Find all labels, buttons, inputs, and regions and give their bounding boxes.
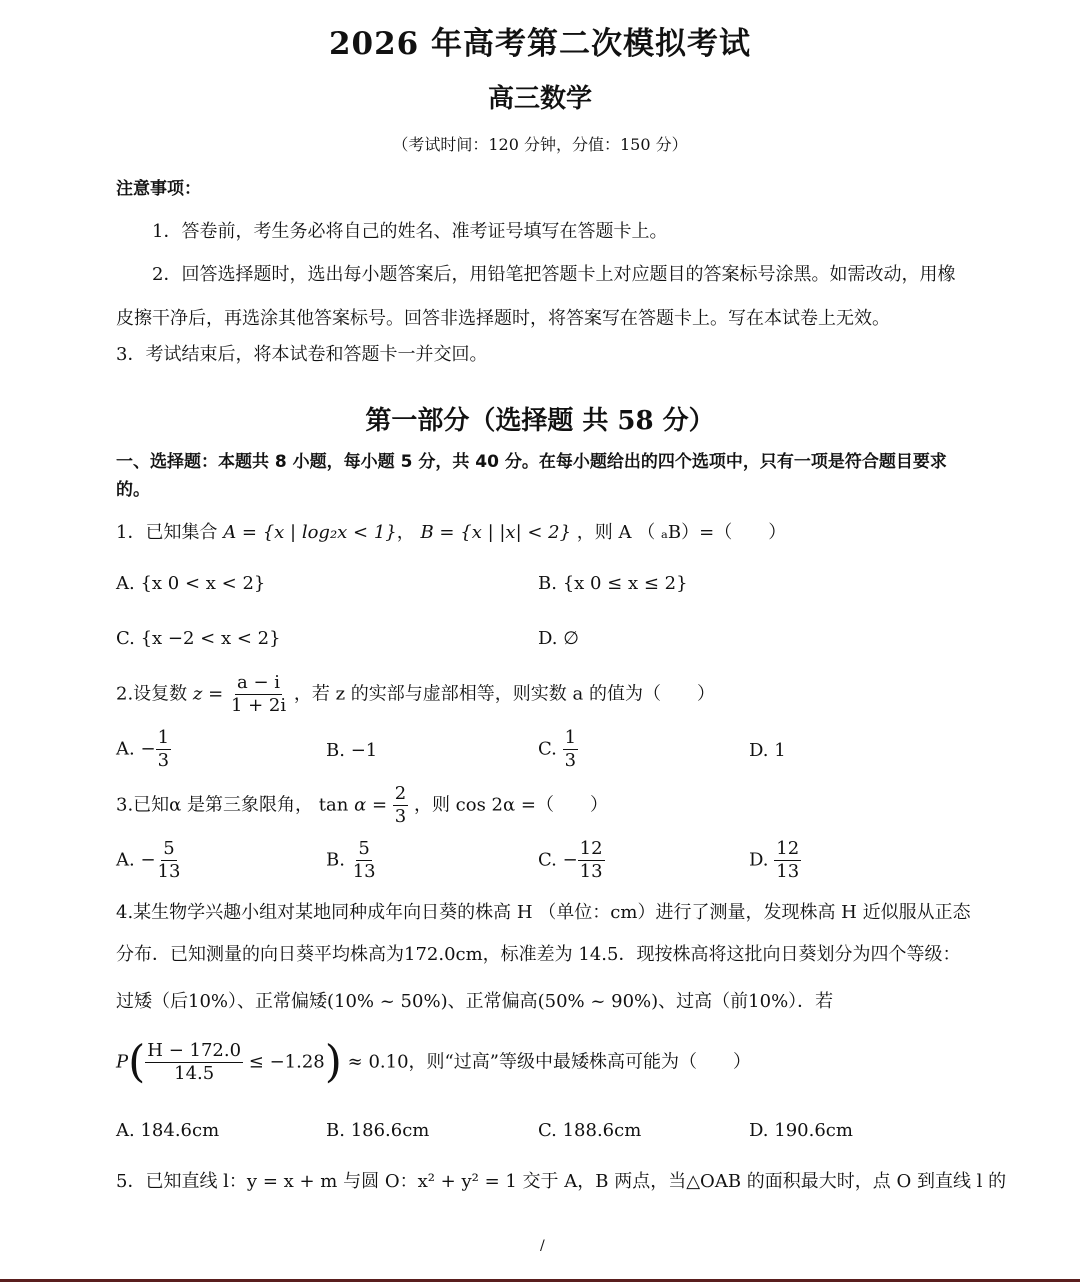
option-label: B.	[326, 1120, 345, 1141]
option-label: B.	[326, 849, 345, 871]
q4-fraction	[145, 1040, 243, 1085]
option-label: B.	[538, 573, 557, 594]
q2-fraction	[229, 672, 288, 717]
q3-numerator: 2	[394, 783, 407, 804]
q2-option-d	[749, 740, 786, 761]
q2-prefix: 2.设复数	[116, 683, 188, 705]
option-label: D.	[749, 740, 769, 761]
notice-item-2: 2．回答选择题时，选出每小题答案后，用铅笔把答题卡上对应题目的答案标号涂黑。如需改动，用橡	[152, 264, 956, 285]
q1-set-a: A = {x | log₂x < 1}	[223, 522, 397, 543]
question-4-line-2: 分布．已知测量的向日葵平均株高为172.0cm，标准差为 14.5．现按株高将这批向日葵划分为四个等级：	[116, 944, 961, 965]
q1-option-d	[538, 628, 579, 649]
exam-title: 2026 年高考第二次模拟考试	[328, 26, 752, 62]
q1-option-a	[116, 573, 265, 594]
q4-approx: ≈ 0.10，则“过高”等级中最矮株高可能为（ ）	[347, 1051, 751, 1073]
option-text: −1	[350, 740, 378, 761]
option-num: 1	[157, 727, 170, 748]
notice-item-3: 3．考试结束后，将本试卷和答题卡一并交回。	[116, 344, 488, 365]
exam-subtitle: 高三数学	[487, 84, 592, 114]
q4-option-a	[116, 1120, 219, 1141]
notice-item-1: 1．答卷前，考生务必将自己的姓名、准考证号填写在答题卡上。	[152, 221, 668, 242]
option-den: 13	[157, 861, 181, 882]
option-text: {x 0 < x < 2}	[140, 573, 266, 594]
option-label: A.	[116, 849, 135, 871]
option-den: 13	[352, 861, 376, 882]
q4-option-d	[749, 1120, 853, 1141]
option-label: D.	[538, 628, 558, 649]
q3-option-c: C. − $\frac{12}{13}$	[538, 838, 603, 882]
option-num: 5	[358, 838, 370, 859]
exam-time-info: （考试时间：120 分钟，分值：150 分）	[392, 135, 688, 154]
q3-denominator: 3	[394, 806, 407, 827]
page-number: /	[540, 1238, 545, 1254]
option-text: 190.6cm	[774, 1120, 853, 1141]
q3-prefix: 3.已知α 是第三象限角，	[116, 794, 314, 816]
option-label: A.	[116, 573, 135, 594]
option-label: A.	[116, 1120, 135, 1141]
option-den: 3	[564, 750, 577, 771]
option-den: 13	[776, 861, 800, 882]
option-label: D.	[749, 1120, 769, 1141]
q4-numerator: H − 172.0	[147, 1040, 242, 1061]
q4-option-c	[538, 1120, 641, 1141]
option-label: C.	[538, 849, 557, 871]
option-label: A.	[116, 738, 135, 760]
option-sign: −	[140, 738, 156, 760]
notice-item-2-cont: 皮擦干净后，再选涂其他答案标号。回答非选择题时，将答案写在答题卡上。写在本试卷上无效。	[116, 308, 890, 329]
option-text: {x 0 ≤ x ≤ 2}	[562, 573, 688, 594]
q3-option-d	[749, 838, 801, 883]
option-den: 3	[157, 750, 170, 771]
q2-option-a	[116, 727, 171, 772]
question-1: 1．已知集合 A = {x | log₂x < 1}， B = {x | |x| < 2} ，则 A （ ₐB）=（ ）	[116, 522, 787, 543]
option-num: 5	[163, 838, 175, 859]
q4-inequality: ≤ −1.28	[248, 1051, 325, 1073]
question-4-line-3: 过矮（后10%）、正常偏矮(10% ~ 50%)、正常偏高(50% ~ 90%)、过高（前10%）．若	[116, 991, 834, 1012]
option-text: 184.6cm	[140, 1120, 220, 1141]
q2-option-c	[538, 727, 578, 772]
q3-option-b	[326, 838, 378, 883]
q2-denominator: 1 + 2i	[230, 695, 287, 716]
question-4-probability: P( $\frac{H - 172.0}{14.5}$ ≤ −1.28) ≈ 0.10，则“过高”等级中最矮株高可能为（ ）	[116, 1036, 751, 1088]
q2-tail: ，若 z 的实部与虚部相等，则实数 a 的值为（ ）	[293, 683, 715, 705]
q1-option-c	[116, 628, 281, 649]
q4-option-b	[326, 1120, 429, 1141]
option-text: ∅	[563, 628, 579, 649]
section-intro: 一、选择题：本题共 8 小题，每小题 5 分，共 40 分。在每小题给出的四个选项中，只有一项是符合题目要求的。	[116, 452, 947, 500]
option-den: 13	[579, 861, 603, 882]
q1-prefix: 1．已知集合	[116, 522, 218, 543]
q1-option-b	[538, 573, 688, 594]
option-text: 1	[774, 740, 786, 761]
option-label: C.	[538, 738, 557, 760]
option-label: C.	[538, 1120, 557, 1141]
question-3: 3.已知α 是第三象限角， tan α = $\frac{2}{3}$ ，则 cos 2α =（ ）	[116, 783, 608, 827]
q1-tail: ，则 A （ ₐB）=（ ）	[576, 522, 787, 543]
section-title: 第一部分（选择题 共 58 分）	[365, 406, 715, 436]
q3-tail: ，则 cos 2α =（ ）	[413, 794, 608, 816]
option-text: {x −2 < x < 2}	[140, 628, 281, 649]
q2-option-b	[326, 740, 377, 761]
option-label: C.	[116, 628, 135, 649]
notice-heading: 注意事项：	[116, 179, 201, 199]
option-label: D.	[749, 849, 769, 871]
q3-option-a: A. − $\frac{5}{13}$	[116, 838, 181, 882]
q1-set-b: B = {x | |x| < 2}	[420, 522, 572, 543]
question-5: 5．已知直线 l：y = x + m 与圆 O：x² + y² = 1 交于 A，B 两点，当△OAB 的面积最大时，点 O 到直线 l 的	[116, 1171, 1007, 1192]
q4-denominator: 14.5	[174, 1063, 215, 1084]
option-num: 1	[564, 727, 577, 748]
option-label: B.	[326, 740, 345, 761]
option-num: 12	[776, 838, 800, 859]
question-4-line-1: 4.某生物学兴趣小组对某地同种成年向日葵的株高 H （单位：cm）进行了测量，发现株高 H 近似服从正态	[116, 902, 971, 923]
q2-numerator: a − i	[237, 672, 281, 693]
question-2: 2.设复数 z = $\frac{a - i}{1 + 2i}$ ，若 z 的实部与虚部相等，则实数 a 的值为（ ）	[116, 672, 715, 716]
option-text: 186.6cm	[350, 1120, 430, 1141]
option-text: 188.6cm	[562, 1120, 642, 1141]
q3-fraction	[393, 783, 408, 828]
option-num: 12	[579, 838, 603, 859]
